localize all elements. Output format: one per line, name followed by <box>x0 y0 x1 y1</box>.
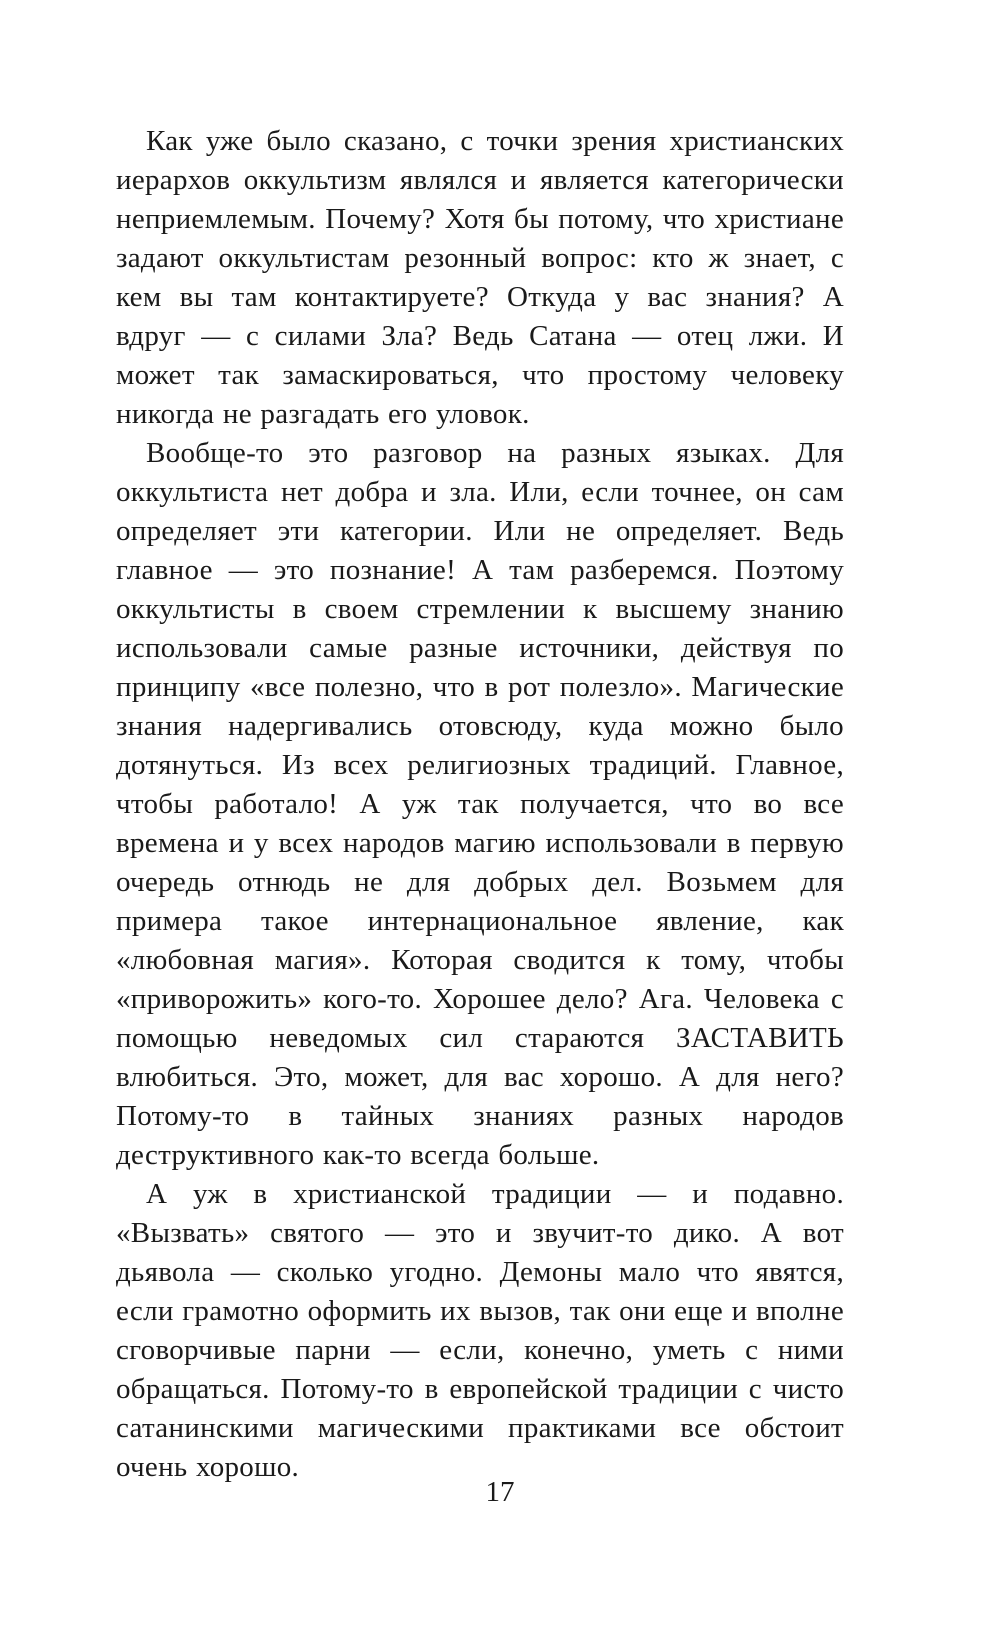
page-body <box>116 122 844 1487</box>
paragraph-3: А уж в христианской традиции — и подавно. «Вызвать» святого — это и звучит-то дико. А вот дьявола — сколько угодно. Демоны мало что явятся, если грамотно оформить их вызов, так они еще и вполне сговорчивые парни — если, конечно, уметь с ними обращаться. Потому-то в европейской традиции с чисто сатанинскими магическими практиками все обстоит очень хорошо. <box>116 1178 844 1483</box>
page-number: 17 <box>485 1476 515 1508</box>
paragraph-2: Вообще-то это разговор на разных языках. Для оккультиста нет добра и зла. Или, если точнее, он сам определяет эти категории. Или не определяет. Ведь главное — это познание! А там разберемся. Поэтому оккультисты в своем стремлении к высшему знанию использовали самые разные источники, действуя по принципу «все полезно, что в рот полезло». Магические знания надергивались отовсюду, куда можно было дотянуться. Из всех религиозных традиций. Главное, чтобы работало! А уж так получается, что во все времена и у всех народов магию использовали в первую очередь отнюдь не для добрых дел. Возьмем для примера такое интернациональное явление, как «любовная магия». Которая сводится к тому, чтобы «приворожить» кого-то. Хорошее дело? Ага. Человека с помощью неведомых сил стараются ЗАСТАВИТЬ влюбиться. Это, может, для вас хорошо. А для него? Потому-то в тайных знаниях разных народов деструктивного как-то всегда больше. <box>116 437 844 1171</box>
paragraph-1: Как уже было сказано, с точки зрения христианских иерархов оккультизм являлся и является категорически неприемлемым. Почему? Хотя бы потому, что христиане задают оккультистам резонный вопрос: кто ж знает, с кем вы там контактируете? Откуда у вас знания? А вдруг — с силами Зла? Ведь Сатана — отец лжи. И может так замаскироваться, что простому человеку никогда не разгадать его уловок. <box>116 125 844 430</box>
